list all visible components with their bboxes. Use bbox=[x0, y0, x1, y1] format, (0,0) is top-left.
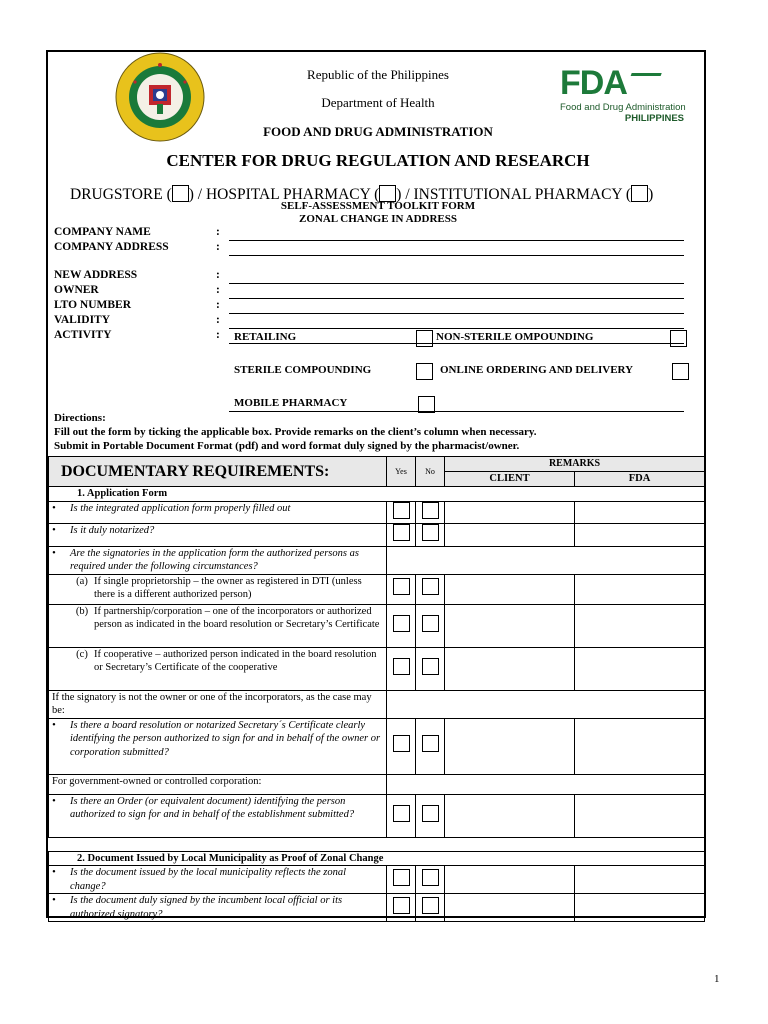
table-row bbox=[49, 894, 705, 922]
yes-cell bbox=[387, 647, 416, 690]
no-checkbox[interactable] bbox=[422, 615, 439, 632]
fda-logo-mark: FDA bbox=[560, 64, 627, 102]
colon: : bbox=[216, 329, 220, 341]
yes-cell bbox=[387, 604, 416, 647]
owner-label: OWNER bbox=[54, 284, 99, 296]
directions-title: Directions: bbox=[54, 412, 106, 424]
colon: : bbox=[216, 299, 220, 311]
yes-checkbox[interactable] bbox=[393, 869, 410, 886]
question-cell: • Is the document duly signed by the incumbent local official or its authorized signatory? bbox=[49, 894, 387, 922]
empty-cell bbox=[387, 774, 705, 794]
colon: : bbox=[216, 241, 220, 253]
company-address-field[interactable] bbox=[229, 255, 684, 256]
question-cell: • Is the document issued by the local municipality reflects the zonal change? bbox=[49, 866, 387, 894]
validity-field[interactable] bbox=[229, 328, 684, 329]
q3-text: Are the signatories in the application form the authorized persons as required under the following circumstances? bbox=[70, 547, 359, 572]
table-row bbox=[49, 546, 705, 574]
no-cell bbox=[416, 501, 445, 524]
no-cell bbox=[416, 574, 445, 604]
fda-remarks-cell[interactable] bbox=[575, 574, 705, 604]
q3b-text: If partnership/corporation – one of the incorporators or authorized person as indicated in the board resolution or Secretary’s Certificate bbox=[94, 605, 380, 630]
retailing-checkbox[interactable] bbox=[416, 330, 433, 347]
fda-remarks-cell[interactable] bbox=[575, 794, 705, 837]
table-row bbox=[49, 690, 705, 718]
lto-number-label: LTO NUMBER bbox=[54, 299, 132, 311]
directions-line1: Fill out the form by ticking the applicable box. Provide remarks on the client’s column when necessary. bbox=[54, 426, 537, 438]
form-page bbox=[46, 50, 706, 918]
fda-remarks-cell[interactable] bbox=[575, 501, 705, 524]
sterile-compounding-checkbox[interactable] bbox=[416, 363, 433, 380]
yes-header: Yes bbox=[387, 457, 416, 487]
question-cell: • Are the signatories in the application form the authorized persons as required under the following circumstances? bbox=[49, 546, 387, 574]
no-cell bbox=[416, 718, 445, 774]
header-department: Department of Health bbox=[321, 95, 435, 110]
client-remarks-cell[interactable] bbox=[445, 574, 575, 604]
form-title-2: ZONAL CHANGE IN ADDRESS bbox=[298, 213, 457, 225]
activity-bottom-line bbox=[229, 411, 684, 412]
client-remarks-cell[interactable] bbox=[445, 894, 575, 922]
facility-drugstore-label: DRUGSTORE ( bbox=[70, 186, 172, 203]
header-fda: FOOD AND DRUG ADMINISTRATION bbox=[263, 124, 493, 139]
q3a-text: If single proprietorship – the owner as registered in DTI (unless there is a different authorized person) bbox=[94, 575, 362, 600]
question-cell: • Is there an Order (or equivalent document) identifying the person authorized to sign for and in behalf of the establishment submitted? bbox=[49, 794, 387, 837]
yes-cell bbox=[387, 794, 416, 837]
company-name-label: COMPANY NAME bbox=[54, 226, 151, 238]
q6-text: Is the document issued by the local municipality reflects the zonal change? bbox=[70, 867, 347, 892]
table-row bbox=[49, 647, 705, 690]
client-remarks-cell[interactable] bbox=[445, 524, 575, 547]
colon: : bbox=[216, 284, 220, 296]
activity-divider bbox=[229, 343, 684, 344]
fda-logo-line1: Food and Drug Administration bbox=[560, 102, 686, 113]
q4-text: Is there a board resolution or notarized Secretary´s Certificate clearly identifying the person authorized to sign for and in behalf of the owner or corporation submitted? bbox=[70, 719, 381, 758]
facility-close: ) bbox=[648, 186, 654, 203]
table-row bbox=[49, 774, 705, 794]
non-sterile-checkbox[interactable] bbox=[670, 330, 687, 347]
header-title: CENTER FOR DRUG REGULATION AND RESEARCH bbox=[166, 151, 590, 170]
new-address-field[interactable] bbox=[229, 283, 684, 284]
online-ordering-checkbox[interactable] bbox=[672, 363, 689, 380]
yes-cell bbox=[387, 574, 416, 604]
yes-cell bbox=[387, 894, 416, 922]
colon: : bbox=[216, 314, 220, 326]
no-cell bbox=[416, 794, 445, 837]
client-remarks-cell[interactable] bbox=[445, 866, 575, 894]
question-cell bbox=[49, 604, 387, 647]
owner-field[interactable] bbox=[229, 298, 684, 299]
question-cell bbox=[49, 647, 387, 690]
yes-cell bbox=[387, 501, 416, 524]
q1-text: Is the integrated application form properly filled out bbox=[70, 502, 291, 514]
colon: : bbox=[216, 269, 220, 281]
fda-remarks-cell[interactable] bbox=[575, 894, 705, 922]
fda-remarks-cell[interactable] bbox=[575, 524, 705, 547]
no-checkbox[interactable] bbox=[422, 735, 439, 752]
yes-checkbox[interactable] bbox=[393, 524, 410, 541]
table-row bbox=[49, 524, 705, 547]
table-row bbox=[49, 574, 705, 604]
spacer-cell bbox=[49, 837, 705, 851]
no-checkbox[interactable] bbox=[422, 897, 439, 914]
q3c-letter: (c) bbox=[76, 648, 88, 660]
no-cell bbox=[416, 604, 445, 647]
fda-remarks-cell[interactable] bbox=[575, 866, 705, 894]
fda-remarks-cell[interactable] bbox=[575, 718, 705, 774]
q7-text: Is the document duly signed by the incumbent local official or its authorized signatory? bbox=[70, 895, 343, 920]
fda-header: FDA bbox=[575, 472, 705, 487]
colon: : bbox=[216, 226, 220, 238]
client-remarks-cell[interactable] bbox=[445, 604, 575, 647]
facility-hospital-label: ) / HOSPITAL PHARMACY ( bbox=[188, 186, 380, 203]
no-checkbox[interactable] bbox=[422, 502, 439, 519]
remarks-header: REMARKS bbox=[445, 457, 705, 472]
requirements-table bbox=[48, 456, 705, 922]
fda-logo-line2: PHILIPPINES bbox=[624, 113, 684, 124]
note1-text: If the signatory is not the owner or one of the incorporators, as the case may be: bbox=[49, 690, 387, 718]
no-cell bbox=[416, 647, 445, 690]
yes-checkbox[interactable] bbox=[393, 805, 410, 822]
header-republic: Republic of the Philippines bbox=[307, 67, 449, 82]
table-row bbox=[49, 866, 705, 894]
no-checkbox[interactable] bbox=[422, 658, 439, 675]
question-cell: • Is the integrated application form properly filled out bbox=[49, 501, 387, 524]
q3a-letter: (a) bbox=[76, 575, 88, 587]
no-cell bbox=[416, 894, 445, 922]
yes-cell bbox=[387, 718, 416, 774]
table-title: DOCUMENTARY REQUIREMENTS: bbox=[49, 457, 387, 487]
yes-checkbox[interactable] bbox=[393, 578, 410, 595]
activity-mobile-label: MOBILE PHARMACY bbox=[234, 397, 348, 409]
section-row bbox=[49, 487, 705, 502]
yes-checkbox[interactable] bbox=[393, 502, 410, 519]
q2-text: Is it duly notarized? bbox=[70, 525, 155, 536]
q3c-text: If cooperative – authorized person indicated in the board resolution or Secretary’s Certificate of the cooperative bbox=[94, 648, 377, 673]
form-title-1: SELF-ASSESSMENT TOOLKIT FORM bbox=[280, 200, 476, 212]
question-cell bbox=[49, 574, 387, 604]
table-row bbox=[49, 501, 705, 524]
validity-label: VALIDITY bbox=[54, 314, 111, 326]
q3b-letter: (b) bbox=[75, 605, 89, 617]
yes-checkbox[interactable] bbox=[393, 615, 410, 632]
new-address-label: NEW ADDRESS bbox=[54, 269, 138, 281]
client-remarks-cell[interactable] bbox=[445, 794, 575, 837]
no-cell bbox=[416, 524, 445, 547]
table-header-row bbox=[49, 457, 705, 472]
client-remarks-cell[interactable] bbox=[445, 718, 575, 774]
facility-institutional-label: ) / INSTITUTIONAL PHARMACY ( bbox=[396, 186, 632, 203]
page-number: 1 bbox=[714, 973, 720, 985]
no-checkbox[interactable] bbox=[422, 805, 439, 822]
fda-remarks-cell[interactable] bbox=[575, 647, 705, 690]
yes-cell bbox=[387, 524, 416, 547]
client-header: CLIENT bbox=[445, 472, 575, 487]
no-checkbox[interactable] bbox=[422, 524, 439, 541]
empty-cell bbox=[387, 546, 705, 574]
empty-cell bbox=[387, 690, 705, 718]
no-checkbox[interactable] bbox=[422, 869, 439, 886]
question-cell: • Is there a board resolution or notarized Secretary´s Certificate clearly identifying the person authorized to sign for and in behalf of the owner or corporation submitted? bbox=[49, 718, 387, 774]
activity-retailing-label: RETAILING bbox=[234, 331, 297, 343]
yes-checkbox[interactable] bbox=[393, 735, 410, 752]
activity-non-sterile-label: NON-STERILE OMPOUNDING bbox=[436, 331, 594, 343]
no-header: No bbox=[416, 457, 445, 487]
yes-cell bbox=[387, 866, 416, 894]
activity-sterile-label: STERILE COMPOUNDING bbox=[234, 364, 372, 376]
note2-text: For government-owned or controlled corporation: bbox=[49, 774, 387, 794]
section-row bbox=[49, 851, 705, 866]
no-cell bbox=[416, 866, 445, 894]
table-row bbox=[49, 604, 705, 647]
section2-title: 2. Document Issued by Local Municipality as Proof of Zonal Change bbox=[49, 851, 705, 866]
q5-text: Is there an Order (or equivalent document) identifying the person authorized to sign for and in behalf of the establishment submitted? bbox=[70, 795, 355, 820]
client-remarks-cell[interactable] bbox=[445, 647, 575, 690]
question-cell: • Is it duly notarized? bbox=[49, 524, 387, 547]
no-checkbox[interactable] bbox=[422, 578, 439, 595]
activity-online-label: ONLINE ORDERING AND DELIVERY bbox=[440, 364, 634, 376]
spacer-row bbox=[49, 837, 705, 851]
directions-line2: Submit in Portable Document Format (pdf) and word format duly signed by the pharmacist/owner. bbox=[54, 440, 520, 452]
client-remarks-cell[interactable] bbox=[445, 501, 575, 524]
yes-checkbox[interactable] bbox=[393, 897, 410, 914]
table-row bbox=[49, 794, 705, 837]
company-address-label: COMPANY ADDRESS bbox=[54, 241, 169, 253]
fda-remarks-cell[interactable] bbox=[575, 604, 705, 647]
lto-number-field[interactable] bbox=[229, 313, 684, 314]
table-row bbox=[49, 718, 705, 774]
section1-title: 1. Application Form bbox=[49, 487, 705, 502]
yes-checkbox[interactable] bbox=[393, 658, 410, 675]
activity-label: ACTIVITY bbox=[54, 329, 112, 341]
company-name-field[interactable] bbox=[229, 240, 684, 241]
